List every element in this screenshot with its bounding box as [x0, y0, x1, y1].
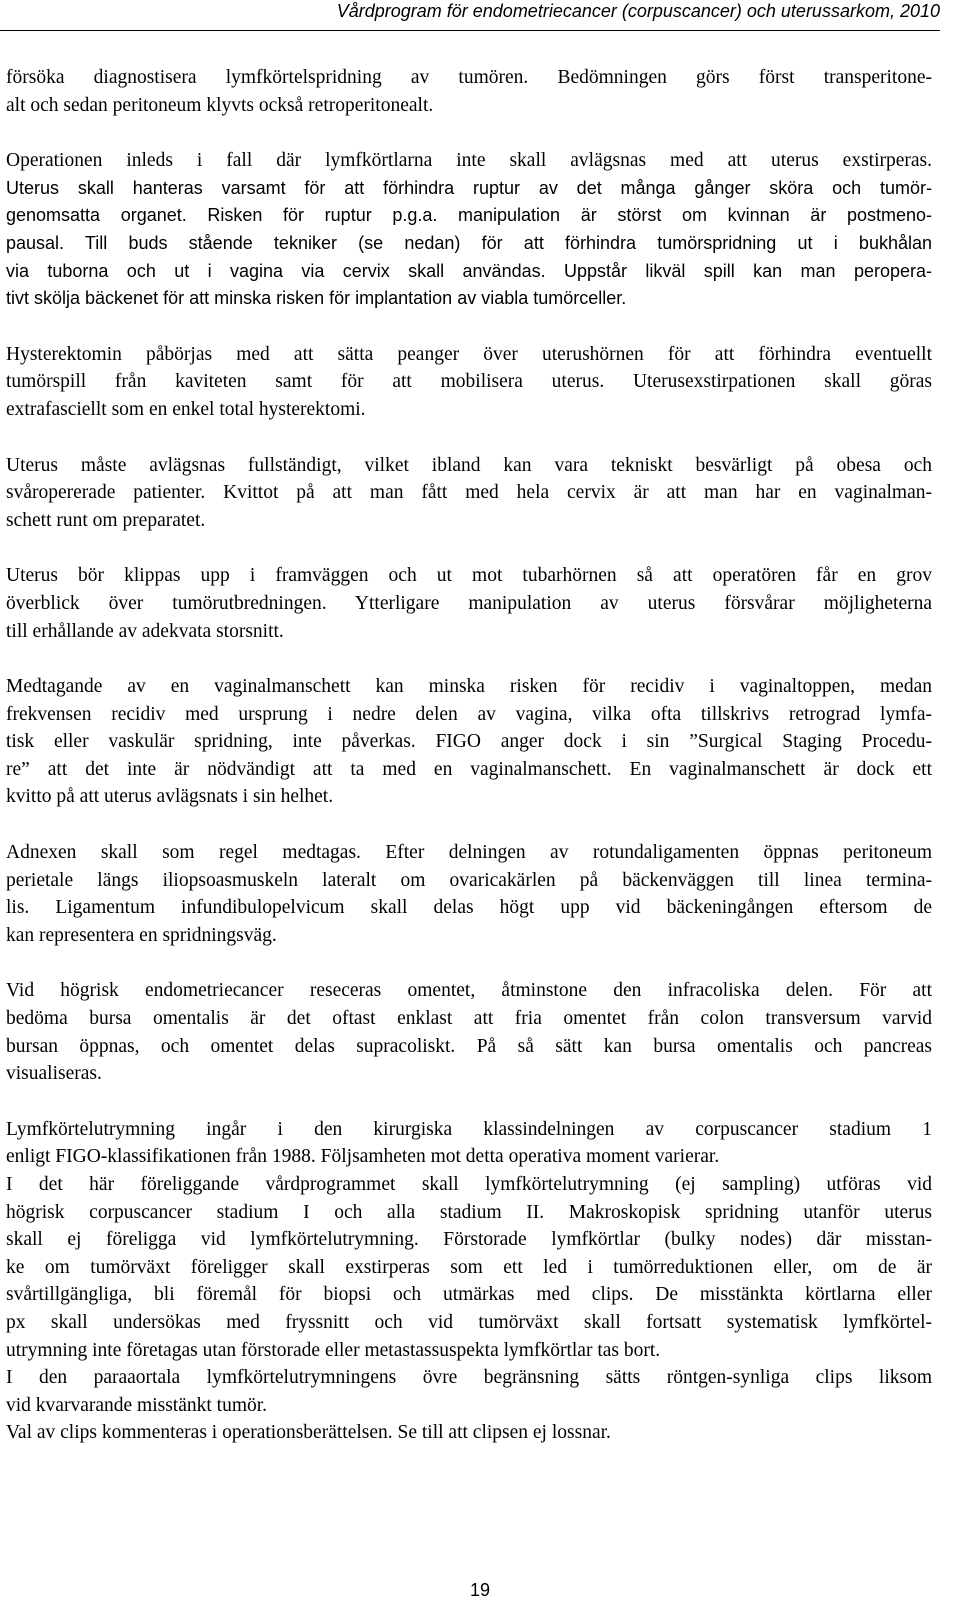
- paragraph-line: px skall undersökas med fryssnitt och vid tumörväxt skall fortsatt systematisk lymfkörtel-: [6, 1311, 932, 1333]
- paragraph-line: Uterus skall hanteras varsamt för att förhindra ruptur av det många gånger sköra och tumör-: [6, 177, 932, 198]
- paragraph-line: högrisk corpuscancer stadium I och alla stadium II. Makroskopisk spridning utanför uterus: [6, 1201, 932, 1223]
- body-paragraph: [6, 452, 932, 535]
- paragraph-line: Vid högrisk endometriecancer reseceras omentet, åtminstone den infracoliska delen. För att: [6, 980, 932, 1002]
- body-paragraph: [6, 562, 932, 645]
- body-paragraph: [6, 1116, 932, 1447]
- body-paragraph: [6, 147, 932, 313]
- paragraph-line: vid kvarvarande misstänkt tumör.: [6, 1394, 268, 1416]
- paragraph-line: svåropererade patienter. Kvittot på att man fått med hela cervix är att man har en vaginalman-: [6, 482, 932, 504]
- paragraph-line: frekvensen recidiv med ursprung i nedre delen av vagina, vilka ofta tillskrivs retrograd lymfa-: [6, 703, 932, 725]
- paragraph-line: utrymning inte företagas utan förstorade eller metastassuspekta lymfkörtlar tas bort.: [6, 1339, 661, 1361]
- body-paragraph: [6, 977, 932, 1087]
- paragraph-line: extrafasciellt som en enkel total hysterektomi.: [6, 398, 366, 420]
- paragraph-line: re” att det inte är nödvändigt att ta med en vaginalmanschett. En vaginalmanschett är dock ett: [6, 758, 932, 780]
- paragraph-line: genomsatta organet. Risken för ruptur p.g.a. manipulation är störst om kvinnan är postmeno-: [6, 205, 932, 226]
- paragraph-line: överblick över tumörutbredningen. Ytterligare manipulation av uterus försvårar möjligheterna: [6, 592, 932, 614]
- running-title: Vårdprogram för endometriecancer (corpuscancer) och uterussarkom, 2010: [336, 1, 940, 21]
- paragraph-line: alt och sedan peritoneum klyvts också retroperitonealt.: [6, 94, 434, 116]
- body-paragraph: [6, 839, 932, 949]
- body-paragraph: [6, 673, 932, 811]
- body-paragraph: [6, 341, 932, 424]
- paragraph-line: svårtillgängliga, bli föremål för biopsi och utmärkas med clips. De misstänkta körtlarna eller: [6, 1284, 932, 1306]
- paragraph-line: perietale längs iliopsoasmuskeln lateralt om ovaricakärlen på bäckenväggen till linea termina-: [6, 869, 932, 891]
- paragraph-line: bedöma bursa omentalis är det oftast enklast att fria omentet från colon transversum varvid: [6, 1008, 932, 1030]
- paragraph-line: schett runt om preparatet.: [6, 509, 206, 531]
- paragraph-line: tivt skölja bäckenet för att minska risken för implantation av viabla tumörceller.: [6, 288, 627, 309]
- paragraph-line: kan representera en spridningsväg.: [6, 924, 277, 946]
- paragraph-line: ke om tumörväxt föreligger skall exstirperas som ett led i tumörreduktionen eller, om de är: [6, 1256, 932, 1278]
- paragraph-line: pausal. Till buds stående tekniker (se nedan) för att förhindra tumörspridning ut i bukhålan: [6, 232, 932, 253]
- paragraph-line: bursan öppnas, och omentet delas supracoliskt. På så sätt kan bursa omentalis och pancreas: [6, 1035, 932, 1057]
- paragraph-line: Uterus bör klippas upp i framväggen och ut mot tubarhörnen så att operatören får en grov: [6, 565, 932, 587]
- paragraph-line: I den paraaortala lymfkörtelutrymningens övre begränsning sätts röntgen-synliga clips liksom: [6, 1367, 932, 1389]
- paragraph-line: Hysterektomin påbörjas med att sätta peanger över uterushörnen för att förhindra eventuellt: [6, 343, 932, 365]
- paragraph-line: försöka diagnostisera lymfkörtelspridning av tumören. Bedömningen görs först transperitone-: [6, 67, 932, 88]
- paragraph-line: skall ej föreligga vid lymfkörtelutrymning. Förstorade lymfkörtlar (bulky nodes) där misstan-: [6, 1229, 932, 1251]
- paragraph-line: I det här föreliggande vårdprogrammet skall lymfkörtelutrymning (ej sampling) utföras vid: [6, 1174, 932, 1195]
- paragraph-line: visualiseras.: [6, 1063, 102, 1085]
- paragraph-line: tumörspill från kaviteten samt för att mobilisera uterus. Uterusexstirpationen skall göras: [6, 371, 932, 393]
- paragraph-line: Adnexen skall som regel medtagas. Efter delningen av rotundaligamenten öppnas peritoneum: [6, 842, 932, 864]
- paragraph-line: tisk eller vaskulär spridning, inte påverkas. FIGO anger dock i sin ”Surgical Staging Procedu-: [6, 731, 932, 753]
- page-number: 19: [469, 1580, 491, 1600]
- paragraph-line: Medtagande av en vaginalmanschett kan minska risken för recidiv i vaginaltoppen, medan: [6, 676, 932, 698]
- paragraph-line: enligt FIGO-klassifikationen från 1988. Följsamheten mot detta operativa moment varierar.: [6, 1146, 720, 1168]
- paragraph-line: Uterus måste avlägsnas fullständigt, vilket ibland kan vara tekniskt besvärligt på obesa och: [6, 454, 932, 476]
- document-body: [6, 64, 932, 1475]
- paragraph-line: kvitto på att uterus avlägsnats i sin helhet.: [6, 786, 334, 808]
- body-paragraph: [6, 64, 932, 119]
- paragraph-line: Val av clips kommenteras i operationsberättelsen. Se till att clipsen ej lossnar.: [6, 1422, 611, 1444]
- paragraph-line: via tuborna och ut i vagina via cervix skall användas. Uppstår likväl spill kan man peropera-: [6, 260, 932, 281]
- paragraph-line: till erhållande av adekvata storsnitt.: [6, 620, 284, 642]
- paragraph-line: Lymfkörtelutrymning ingår i den kirurgiska klassindelningen av corpuscancer stadium 1: [6, 1118, 932, 1140]
- running-header: [0, 0, 940, 31]
- paragraph-line: Operationen inleds i fall där lymfkörtlarna inte skall avlägsnas med att uterus exstirperas.: [6, 150, 932, 172]
- paragraph-line: lis. Ligamentum infundibulopelvicum skall delas högt upp vid bäckeningången eftersom de: [6, 897, 932, 919]
